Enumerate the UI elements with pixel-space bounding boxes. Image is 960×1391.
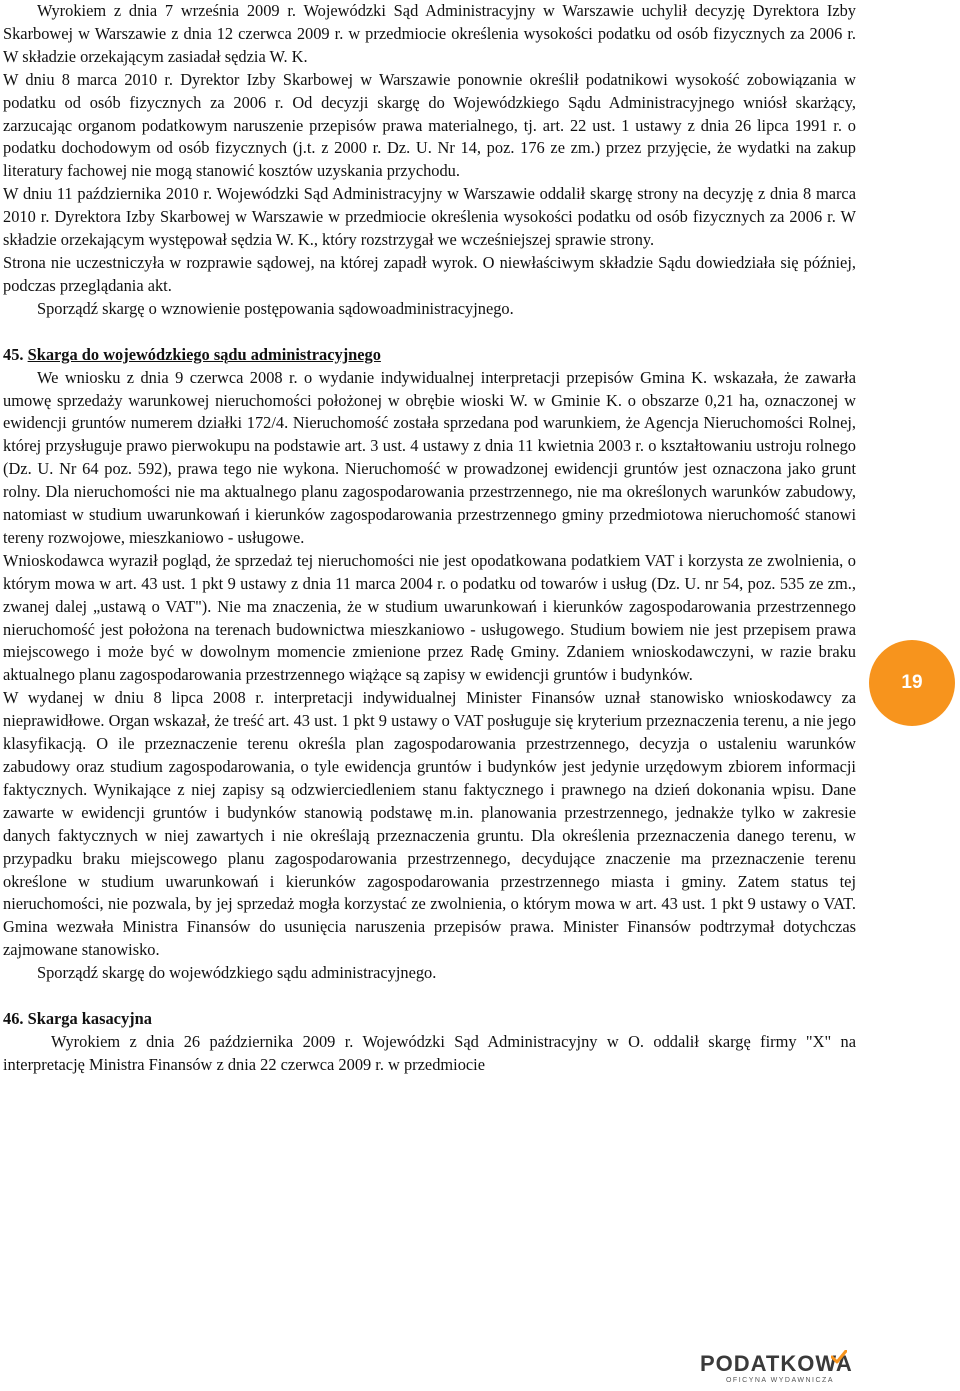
logo-subtitle: OFICYNA WYDAWNICZA [725, 1377, 835, 1384]
paragraph: Strona nie uczestniczyła w rozprawie sądowej, na której zapadł wyrok. O niewłaściwym składzie Sądu dowiedziała się później, podczas przeglądania akt. [3, 252, 856, 295]
paragraph: Wnioskodawca wyraził pogląd, że sprzedaż tej nieruchomości nie jest opodatkowana podatkiem VAT i korzysta ze zwolnienia, o którym mowa w art. 43 ust. 1 pkt 9 ustawy z dnia 11 marca 2004 r. o podatku od towarów i usług (Dz. U. nr 54, poz. 535 ze zm., zwanej dalej „ustawą o VAT"). Nie ma znaczenia, że w studium uwarunkowań i kierunków zagospodarowania przestrzennego nieruchomość jest położona na terenach budownictwa mieszkaniowo - usługowego. Studium bowiem nie jest przepisem prawa miejscowego i może być w dowolnym momencie zmienione przez Radę Gminy. Zdaniem wnioskodawczyni, w razie braku aktualnego planu zagospodarowania przestrzennego wiążące są zapisy w ewidencji gruntów i budynków. [3, 550, 856, 685]
paragraph: We wniosku z dnia 9 czerwca 2008 r. o wydanie indywidualnej interpretacji przepisów Gmina K. wskazała, że zawarła umowę sprzedaży warunkowej nieruchomości położonej w obrębie wioski W. w Gminie K. o obszarze 0,21 ha, oznaczonej w ewidencji gruntów numerem działki 172/4. Nieruchomość została sprzedana pod warunkiem, że Agencja Nieruchomości Rolnej, której przysługuje prawo pierwokupu na podstawie art. 3 ust. 4 ustawy z dnia 11 kwietnia 2003 r. o kształtowaniu ustroju rolnego (Dz. U. Nr 64 poz. 592), prawa tego nie wykona. Nieruchomość w prowadzonej ewidencji gruntów jest oznaczona jako grunt rolny. Dla nieruchomości nie ma aktualnego planu zagospodarowania przestrzennego, nie ma określonych warunków zabudowy, natomiast w studium uwarunkowań i kierunków zagospodarowania przestrzennego gminy przedmiotowa nieruchomość stanowi tereny rozwojowe, mieszkaniowo - usługowe. [3, 367, 856, 547]
spacer [3, 321, 856, 344]
publisher-logo [700, 1352, 860, 1388]
paragraph: W dniu 11 października 2010 r. Wojewódzki Sąd Administracyjny w Warszawie oddalił skargę strony na decyzję z dnia 8 marca 2010 r. Dyrektora Izby Skarbowej w Warszawie w przedmiocie określenia wysokości podatku od osób fizycznych za 2006 r. W składzie orzekającym występował sędzia W. K., który rozstrzygał we wcześniejszej sprawie strony. [3, 184, 856, 250]
check-icon [831, 1350, 847, 1364]
section-heading-45 [3, 344, 856, 367]
task-instruction: Sporządź skargę o wznowienie postępowania sądowoadministracyjnego. [37, 298, 514, 318]
page-number-badge [869, 640, 955, 726]
section-title: Skarga kasacyjna [27, 1009, 152, 1029]
paragraph: Wyrokiem z dnia 7 września 2009 r. Wojewódzki Sąd Administracyjny w Warszawie uchylił decyzję Dyrektora Izby Skarbowej w Warszawie z dnia 12 czerwca 2009 r. w przedmiocie określenia wysokości podatku od osób fizycznych za 2006 r. W składzie orzekającym zasiadał sędzia W. K. [3, 1, 856, 66]
paragraph: W wydanej w dniu 8 lipca 2008 r. interpretacji indywidualnej Minister Finansów uznał stanowisko wnioskodawcy za nieprawidłowe. Organ wskazał, że treść art. 43 ust. 1 pkt 9 ustawy o VAT posługuje się kryterium przeznaczenia terenu, a nie jego klasyfikacją. O ile przeznaczenie terenu określa plan zagospodarowania przestrzennego, decyzja o ustaleniu warunków zabudowy oraz studium zagospodarowania, o tyle ewidencja gruntów i budynków jest jedynie urzędowym zbiorem informacji faktycznych. Wynikające z niej zapisy są odzwierciedleniem stanu faktycznego i prawnego na dzień dokonania wpisu. Dane zawarte w ewidencji gruntów i budynków stanowią podstawę m.in. planowania przestrzennego, jednakże tylko w zakresie danych faktycznych w niej zawartych i nie określają przeznaczenia gruntu. Dla określenia przeznaczenia danego terenu, w przypadku braku miejscowego planu zagospodarowania przestrzennego, decydujące znaczenie ma przeznaczenie terenu określone w studium uwarunkowań i kierunków zagospodarowania przestrzennego miasta i gminy. Zatem status tej nieruchomości, nie pozwala, by jej sprzedaż mogła korzystać ze zwolnienia, o którym mowa w art. 43 ust. 1 pkt 9 ustawy o VAT. Gmina wezwała Ministra Finansów do usunięcia naruszenia przepisów prawa. Minister Finansów podtrzymał dotychczas zajmowane stanowisko. [3, 688, 856, 960]
section-number: 45. [3, 344, 24, 364]
section-title: Skarga do wojewódzkiego sądu administracyjnego [27, 344, 381, 364]
logo-name: PODATKOWA [700, 1351, 853, 1376]
spacer [3, 985, 856, 1008]
page-number: 19 [901, 672, 923, 693]
section-heading-46 [3, 1008, 856, 1031]
document-body [3, 0, 856, 1077]
task-instruction: Sporządź skargę do wojewódzkiego sądu administracyjnego. [37, 963, 437, 983]
section-number: 46. [3, 1009, 24, 1029]
paragraph: W dniu 8 marca 2010 r. Dyrektor Izby Skarbowej w Warszawie ponownie określił podatnikowi wysokość zobowiązania w podatku od osób fizycznych za 2006 r. Od decyzji skargę do Wojewódzkiego Sądu Administracyjnego wniósł skarżący, zarzucając organom podatkowym naruszenie przepisów prawa materialnego, tj. art. 22 ust. 1 ustawy z dnia 26 lipca 1991 r. o podatku dochodowym od osób fizycznych (j.t. z 2000 r. Dz. U. Nr 14, poz. 176 ze zm.) przez przyjęcie, że wydatki na zakup literatury fachowej nie mogą stanowić kosztów uzyskania przychodu. [3, 69, 856, 181]
paragraph: Wyrokiem z dnia 26 października 2009 r. Wojewódzki Sąd Administracyjny w O. oddalił skargę firmy "X" na interpretację Ministra Finansów z dnia 22 czerwca 2009 r. w przedmiocie [3, 1031, 856, 1074]
